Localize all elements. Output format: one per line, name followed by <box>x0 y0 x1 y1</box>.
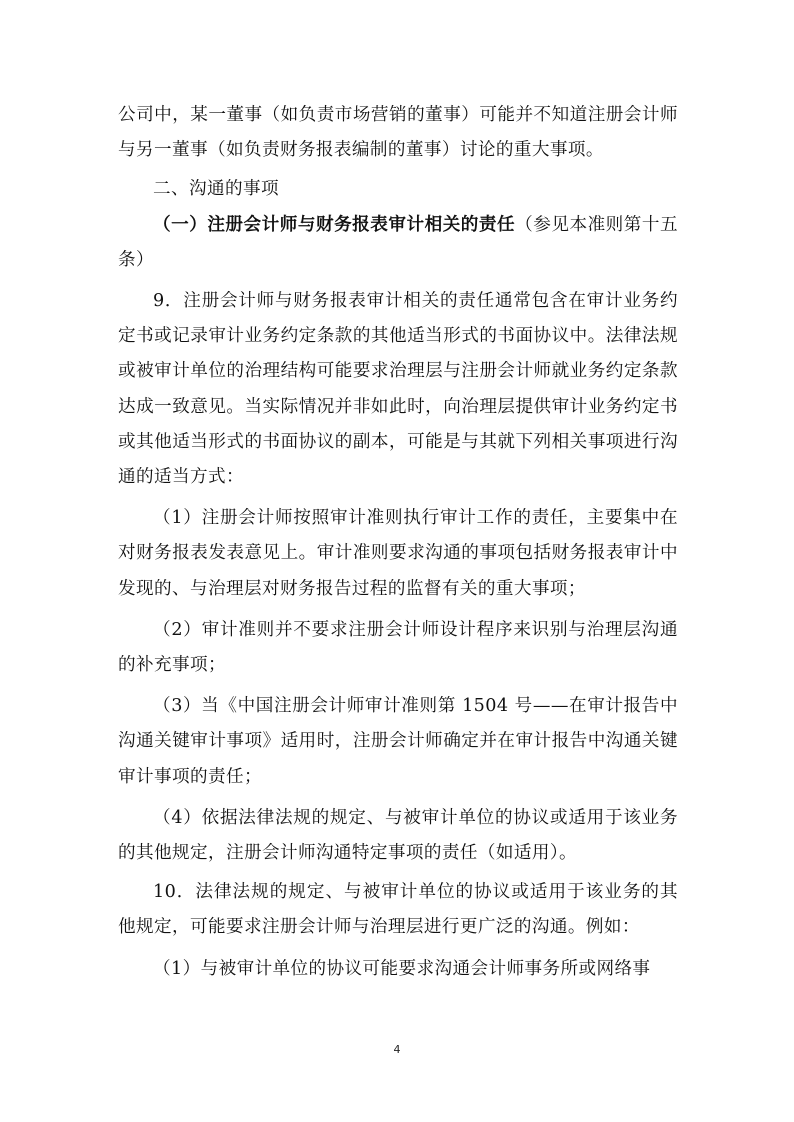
paragraph-9-item-1: （1）注册会计师按照审计准则执行审计工作的责任，主要集中在对财务报表发表意见上。审计准则要求沟通的事项包括财务报表审计中发现的、与治理层对财务报告过程的监督有关的重大事项； <box>118 508 678 599</box>
paragraph-9-item-4: （4）依据法律法规的规定、与被审计单位的协议或适用于该业务的其他规定，注册会计师沟通特定事项的责任（如适用）。 <box>118 807 678 864</box>
paragraph-9-item-3: （3）当《中国注册会计师审计准则第 1504 号——在审计报告中沟通关键审计事项》适用时，注册会计师确定并在审计报告中沟通关键审计事项的责任； <box>118 696 678 787</box>
section-heading: 二、沟通的事项 <box>153 179 279 200</box>
paragraph-9-item-2: （2）审计准则并不要求注册会计师设计程序来识别与治理层沟通的补充事项； <box>118 619 678 676</box>
paragraph-intro: 公司中，某一董事（如负责市场营销的董事）可能并不知道注册会计师与另一董事（如负责财务报表编制的董事）讨论的重大事项。 <box>118 105 678 161</box>
paragraph-10-item-1: （1）与被审计单位的协议可能要求沟通会计师事务所或网络事 <box>153 958 651 979</box>
subsection-heading-title: （一）注册会计师与财务报表审计相关的责任 <box>153 214 516 235</box>
document-body <box>118 98 678 987</box>
paragraph-10: 10．法律法规的规定、与被审计单位的协议或适用于该业务的其他规定，可能要求注册会计师与治理层进行更广泛的沟通。例如： <box>118 882 678 938</box>
paragraph-9: 9．注册会计师与财务报表审计相关的责任通常包含在审计业务约定书或记录审计业务约定条款的其他适当形式的书面协议中。法律法规或被审计单位的治理结构可能要求治理层与注册会计师就业务约定条款达成一致意见。当实际情况并非如此时，向治理层提供审计业务约定书或其他适当形式的书面协议的副本，可能是与其就下列相关事项进行沟通的适当方式： <box>118 291 678 488</box>
page-number: 4 <box>393 1043 401 1056</box>
subsection-heading-reference: （参见本准则第十五条） <box>118 214 678 270</box>
subsection-heading <box>118 208 678 278</box>
